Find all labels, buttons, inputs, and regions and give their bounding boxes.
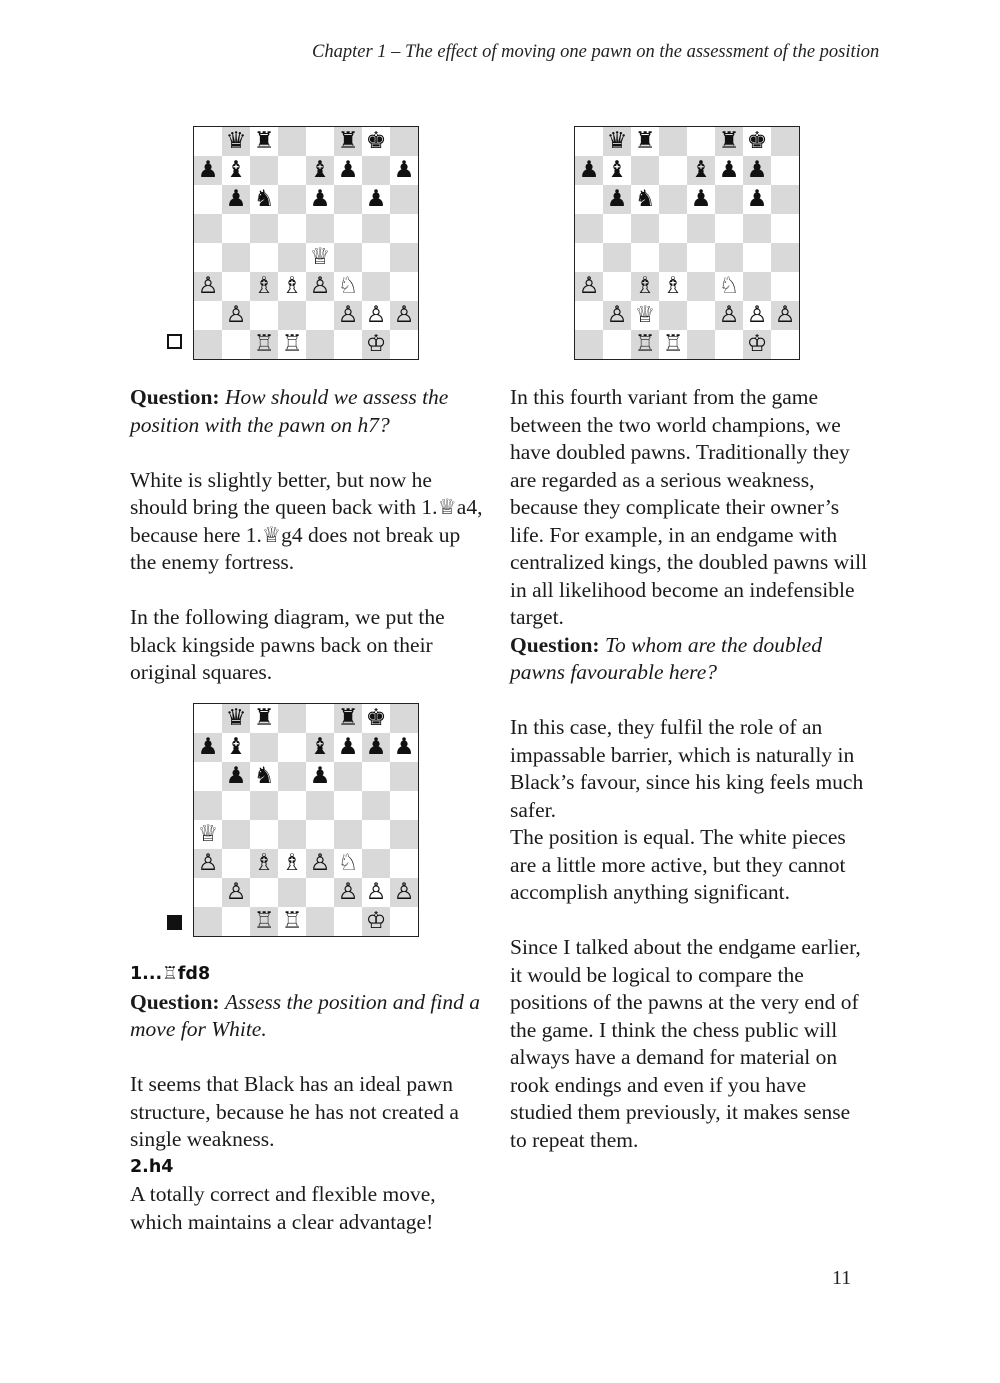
black-pawn-icon: ♟︎ [718, 157, 740, 183]
square-g1 [362, 330, 390, 359]
square-g5 [362, 214, 390, 243]
square-c3 [631, 272, 659, 301]
square-e5 [306, 214, 334, 243]
square-e6 [687, 185, 715, 214]
square-f4 [334, 243, 362, 272]
square-c4 [631, 243, 659, 272]
white-king-icon: ♔︎ [365, 908, 387, 934]
square-d7 [659, 156, 687, 185]
square-b2 [222, 301, 250, 330]
white-pawn-icon: ♙︎ [197, 850, 219, 876]
white-rook-icon: ♖︎ [253, 908, 275, 934]
black-pawn-icon: ♟︎ [309, 186, 331, 212]
square-d4 [278, 820, 306, 849]
square-b1 [222, 907, 250, 936]
square-d8 [278, 127, 306, 156]
black-bishop-icon: ♝︎ [309, 734, 331, 760]
square-d8 [278, 704, 306, 733]
square-a4 [194, 243, 222, 272]
black-pawn-icon: ♟︎ [337, 734, 359, 760]
square-d1 [278, 907, 306, 936]
question-label: Question: [130, 385, 220, 409]
square-e1 [306, 907, 334, 936]
square-d7 [278, 156, 306, 185]
square-c7 [250, 733, 278, 762]
chess-diagram-kingside-h7 [193, 126, 419, 360]
body-paragraph: The position is equal. The white pieces are a little more active, but they cannot accomplish anything significant. [510, 825, 846, 904]
square-d2 [278, 301, 306, 330]
square-c1 [250, 330, 278, 359]
square-a3 [575, 272, 603, 301]
white-knight-icon: ♘︎ [718, 273, 740, 299]
white-bishop-icon: ♗︎ [253, 273, 275, 299]
white-bishop-icon: ♗︎ [281, 850, 303, 876]
white-bishop-icon: ♗︎ [281, 273, 303, 299]
square-f2 [715, 301, 743, 330]
square-g6 [362, 185, 390, 214]
move-notation: 1...♖fd8 [130, 964, 211, 984]
square-b5 [222, 214, 250, 243]
white-pawn-icon: ♙︎ [393, 302, 415, 328]
square-d5 [278, 791, 306, 820]
white-pawn-icon: ♙︎ [337, 879, 359, 905]
square-c6 [250, 185, 278, 214]
square-c8 [250, 704, 278, 733]
square-h5 [771, 214, 799, 243]
square-h3 [771, 272, 799, 301]
white-pawn-icon: ♙︎ [225, 302, 247, 328]
black-to-move-marker [167, 915, 182, 930]
square-e7 [306, 733, 334, 762]
black-pawn-icon: ♟︎ [746, 157, 768, 183]
square-a1 [575, 330, 603, 359]
black-bishop-icon: ♝︎ [225, 157, 247, 183]
square-d2 [278, 878, 306, 907]
square-e7 [687, 156, 715, 185]
square-d3 [278, 272, 306, 301]
square-f3 [334, 272, 362, 301]
square-a1 [194, 330, 222, 359]
square-d3 [659, 272, 687, 301]
square-b6 [222, 185, 250, 214]
square-f2 [334, 878, 362, 907]
body-paragraph: White is slightly better, but now he should bring the queen back with 1.♕a4, because here 1.♕g4 does not break up the enemy fortress. [130, 467, 483, 574]
square-f4 [334, 820, 362, 849]
square-c1 [631, 330, 659, 359]
black-pawn-icon: ♟︎ [393, 734, 415, 760]
square-d5 [278, 214, 306, 243]
black-pawn-icon: ♟︎ [606, 186, 628, 212]
black-knight-icon: ♞︎ [253, 186, 275, 212]
black-pawn-icon: ♟︎ [337, 157, 359, 183]
white-knight-icon: ♘︎ [337, 850, 359, 876]
square-g2 [362, 878, 390, 907]
square-a8 [194, 704, 222, 733]
square-f8 [334, 704, 362, 733]
white-queen-icon: ♕︎ [634, 302, 656, 328]
square-e3 [306, 849, 334, 878]
square-g8 [362, 127, 390, 156]
square-h1 [390, 330, 418, 359]
black-bishop-icon: ♝︎ [690, 157, 712, 183]
square-b1 [603, 330, 631, 359]
square-a6 [194, 185, 222, 214]
black-pawn-icon: ♟︎ [197, 157, 219, 183]
square-b3 [603, 272, 631, 301]
question-paragraph [130, 384, 490, 439]
square-c3 [250, 272, 278, 301]
question-paragraph [130, 989, 490, 1044]
black-pawn-icon: ♟︎ [365, 186, 387, 212]
square-c8 [250, 127, 278, 156]
square-b3 [222, 849, 250, 878]
square-g1 [743, 330, 771, 359]
black-pawn-icon: ♟︎ [690, 186, 712, 212]
square-b5 [222, 791, 250, 820]
square-b4 [603, 243, 631, 272]
white-pawn-icon: ♙︎ [746, 302, 768, 328]
square-c2 [250, 878, 278, 907]
square-c7 [250, 156, 278, 185]
square-g3 [362, 272, 390, 301]
black-rook-icon: ♜︎ [253, 705, 275, 731]
white-pawn-icon: ♙︎ [309, 850, 331, 876]
square-f7 [715, 156, 743, 185]
black-pawn-icon: ♟︎ [309, 763, 331, 789]
square-g6 [362, 762, 390, 791]
question-text: Assess the position and find a move for White. [130, 989, 480, 1041]
square-h7 [390, 156, 418, 185]
square-h7 [390, 733, 418, 762]
black-rook-icon: ♜︎ [718, 128, 740, 154]
square-h2 [390, 878, 418, 907]
page-number: 11 [832, 1267, 852, 1289]
square-a2 [194, 301, 222, 330]
square-a3 [194, 272, 222, 301]
square-h6 [771, 185, 799, 214]
square-e2 [687, 301, 715, 330]
right-text-column [510, 384, 870, 1154]
square-c5 [250, 214, 278, 243]
square-h5 [390, 214, 418, 243]
black-bishop-icon: ♝︎ [606, 157, 628, 183]
square-d6 [659, 185, 687, 214]
running-header: Chapter 1 – The effect of moving one pawn on the assessment of the position [312, 42, 880, 62]
black-knight-icon: ♞︎ [253, 763, 275, 789]
square-f5 [715, 214, 743, 243]
square-b4 [222, 820, 250, 849]
square-a8 [575, 127, 603, 156]
question-text: How should we assess the position with the pawn on h7? [130, 385, 449, 437]
black-pawn-icon: ♟︎ [578, 157, 600, 183]
question-label: Question: [510, 632, 600, 657]
white-rook-icon: ♖︎ [662, 331, 684, 357]
square-e2 [306, 878, 334, 907]
square-a4 [575, 243, 603, 272]
square-a5 [575, 214, 603, 243]
black-pawn-icon: ♟︎ [746, 186, 768, 212]
square-h5 [390, 791, 418, 820]
white-rook-icon: ♖︎ [253, 331, 275, 357]
square-b5 [603, 214, 631, 243]
black-queen-icon: ♛︎ [225, 705, 247, 731]
square-b6 [603, 185, 631, 214]
square-f6 [715, 185, 743, 214]
square-g8 [362, 704, 390, 733]
square-d1 [278, 330, 306, 359]
black-rook-icon: ♜︎ [253, 128, 275, 154]
black-pawn-icon: ♟︎ [393, 157, 415, 183]
square-f3 [715, 272, 743, 301]
square-c2 [631, 301, 659, 330]
square-e4 [306, 243, 334, 272]
white-queen-icon: ♕︎ [197, 821, 219, 847]
square-e4 [306, 820, 334, 849]
black-pawn-icon: ♟︎ [365, 734, 387, 760]
square-b7 [603, 156, 631, 185]
move-notation: 2.h4 [130, 1156, 174, 1177]
square-f1 [715, 330, 743, 359]
black-king-icon: ♚︎ [746, 128, 768, 154]
black-king-icon: ♚︎ [365, 128, 387, 154]
white-bishop-icon: ♗︎ [662, 273, 684, 299]
square-e3 [687, 272, 715, 301]
square-f7 [334, 156, 362, 185]
square-b8 [222, 127, 250, 156]
white-rook-icon: ♖︎ [634, 331, 656, 357]
square-d7 [278, 733, 306, 762]
white-queen-icon: ♕︎ [309, 244, 331, 270]
white-pawn-icon: ♙︎ [365, 302, 387, 328]
square-c5 [631, 214, 659, 243]
square-b2 [603, 301, 631, 330]
body-paragraph: Since I talked about the endgame earlier, it would be logical to compare the positions of the pawns at the very end of the game. I think the chess public will always have a demand for material on rook endings and even if you have studied them previously, it makes sense to repeat them. [510, 935, 861, 1152]
square-c5 [250, 791, 278, 820]
black-rook-icon: ♜︎ [337, 705, 359, 731]
square-e5 [687, 214, 715, 243]
square-g8 [743, 127, 771, 156]
black-bishop-icon: ♝︎ [309, 157, 331, 183]
square-c3 [250, 849, 278, 878]
body-paragraph: In the following diagram, we put the black kingside pawns back on their original squares. [130, 605, 445, 684]
square-g2 [743, 301, 771, 330]
square-h6 [390, 762, 418, 791]
square-g4 [362, 820, 390, 849]
white-pawn-icon: ♙︎ [578, 273, 600, 299]
square-b8 [603, 127, 631, 156]
square-c7 [631, 156, 659, 185]
square-h6 [390, 185, 418, 214]
square-h8 [390, 127, 418, 156]
square-h1 [771, 330, 799, 359]
square-h8 [771, 127, 799, 156]
square-a2 [575, 301, 603, 330]
square-a5 [194, 214, 222, 243]
square-h7 [771, 156, 799, 185]
square-b7 [222, 733, 250, 762]
black-pawn-icon: ♟︎ [225, 763, 247, 789]
white-rook-icon: ♖︎ [281, 331, 303, 357]
square-a4 [194, 820, 222, 849]
chess-diagram-original-kingside [193, 703, 419, 937]
square-e4 [687, 243, 715, 272]
white-pawn-icon: ♙︎ [774, 302, 796, 328]
square-g5 [743, 214, 771, 243]
square-h1 [390, 907, 418, 936]
square-g2 [362, 301, 390, 330]
square-h4 [390, 243, 418, 272]
square-h3 [390, 849, 418, 878]
square-c2 [250, 301, 278, 330]
black-rook-icon: ♜︎ [634, 128, 656, 154]
white-pawn-icon: ♙︎ [225, 879, 247, 905]
square-d4 [659, 243, 687, 272]
black-queen-icon: ♛︎ [225, 128, 247, 154]
square-g5 [362, 791, 390, 820]
chess-diagram-doubled-pawns [574, 126, 800, 360]
square-g3 [743, 272, 771, 301]
square-e8 [687, 127, 715, 156]
square-f8 [334, 127, 362, 156]
square-f8 [715, 127, 743, 156]
square-b2 [222, 878, 250, 907]
square-d6 [278, 185, 306, 214]
black-queen-icon: ♛︎ [606, 128, 628, 154]
question-label: Question: [130, 989, 220, 1014]
black-king-icon: ♚︎ [365, 705, 387, 731]
black-knight-icon: ♞︎ [634, 186, 656, 212]
white-pawn-icon: ♙︎ [365, 879, 387, 905]
square-g7 [362, 733, 390, 762]
square-a6 [575, 185, 603, 214]
white-pawn-icon: ♙︎ [197, 273, 219, 299]
square-e8 [306, 127, 334, 156]
body-paragraph: It seems that Black has an ideal pawn structure, because he has not created a single weakness. [130, 1072, 459, 1151]
square-e2 [306, 301, 334, 330]
square-e5 [306, 791, 334, 820]
square-g4 [362, 243, 390, 272]
white-pawn-icon: ♙︎ [393, 879, 415, 905]
question-text: To whom are the doubled pawns favourable here? [510, 632, 822, 684]
square-h3 [390, 272, 418, 301]
square-g1 [362, 907, 390, 936]
square-d8 [659, 127, 687, 156]
square-h2 [771, 301, 799, 330]
square-h2 [390, 301, 418, 330]
body-paragraph: In this case, they fulfil the role of an impassable barrier, which is naturally in Black’s favour, since his king feels much safer. [510, 715, 864, 822]
left-text-column-lower [130, 961, 490, 1236]
square-c6 [631, 185, 659, 214]
square-a8 [194, 127, 222, 156]
square-h4 [390, 820, 418, 849]
square-g7 [362, 156, 390, 185]
white-king-icon: ♔︎ [365, 331, 387, 357]
square-a5 [194, 791, 222, 820]
square-h4 [771, 243, 799, 272]
square-b8 [222, 704, 250, 733]
square-d6 [278, 762, 306, 791]
square-a1 [194, 907, 222, 936]
square-b6 [222, 762, 250, 791]
white-to-move-marker [167, 334, 182, 349]
body-paragraph: A totally correct and flexible move, which maintains a clear advantage! [130, 1182, 436, 1234]
square-g6 [743, 185, 771, 214]
square-a7 [575, 156, 603, 185]
square-f3 [334, 849, 362, 878]
square-d3 [278, 849, 306, 878]
square-c6 [250, 762, 278, 791]
square-f4 [715, 243, 743, 272]
square-d1 [659, 330, 687, 359]
square-e1 [306, 330, 334, 359]
black-pawn-icon: ♟︎ [225, 186, 247, 212]
white-pawn-icon: ♙︎ [337, 302, 359, 328]
square-g7 [743, 156, 771, 185]
square-e1 [687, 330, 715, 359]
white-pawn-icon: ♙︎ [718, 302, 740, 328]
square-d4 [278, 243, 306, 272]
square-a7 [194, 733, 222, 762]
square-b3 [222, 272, 250, 301]
square-a2 [194, 878, 222, 907]
white-knight-icon: ♘︎ [337, 273, 359, 299]
black-rook-icon: ♜︎ [337, 128, 359, 154]
square-f1 [334, 330, 362, 359]
black-pawn-icon: ♟︎ [197, 734, 219, 760]
white-bishop-icon: ♗︎ [253, 850, 275, 876]
square-a3 [194, 849, 222, 878]
square-e8 [306, 704, 334, 733]
square-e6 [306, 762, 334, 791]
square-f5 [334, 791, 362, 820]
square-c8 [631, 127, 659, 156]
square-f6 [334, 762, 362, 791]
white-bishop-icon: ♗︎ [634, 273, 656, 299]
square-d5 [659, 214, 687, 243]
square-a6 [194, 762, 222, 791]
square-b4 [222, 243, 250, 272]
white-king-icon: ♔︎ [746, 331, 768, 357]
square-e7 [306, 156, 334, 185]
square-f5 [334, 214, 362, 243]
square-f2 [334, 301, 362, 330]
square-f1 [334, 907, 362, 936]
white-pawn-icon: ♙︎ [606, 302, 628, 328]
square-f7 [334, 733, 362, 762]
square-b1 [222, 330, 250, 359]
square-a7 [194, 156, 222, 185]
body-paragraph: In this fourth variant from the game between the two world champions, we have doubled pawns. Traditionally they are regarded as a serious weakness, because they complicate their owner’s life. For example, in an endgame with centralized kings, the doubled pawns will in all likelihood become an indefensible target. [510, 385, 868, 629]
square-e3 [306, 272, 334, 301]
square-e6 [306, 185, 334, 214]
square-b7 [222, 156, 250, 185]
square-f6 [334, 185, 362, 214]
square-c4 [250, 243, 278, 272]
square-c1 [250, 907, 278, 936]
question-paragraph [510, 632, 870, 687]
white-pawn-icon: ♙︎ [309, 273, 331, 299]
square-d2 [659, 301, 687, 330]
white-rook-icon: ♖︎ [281, 908, 303, 934]
square-g4 [743, 243, 771, 272]
left-text-column [130, 384, 490, 687]
black-bishop-icon: ♝︎ [225, 734, 247, 760]
square-c4 [250, 820, 278, 849]
square-h8 [390, 704, 418, 733]
square-g3 [362, 849, 390, 878]
